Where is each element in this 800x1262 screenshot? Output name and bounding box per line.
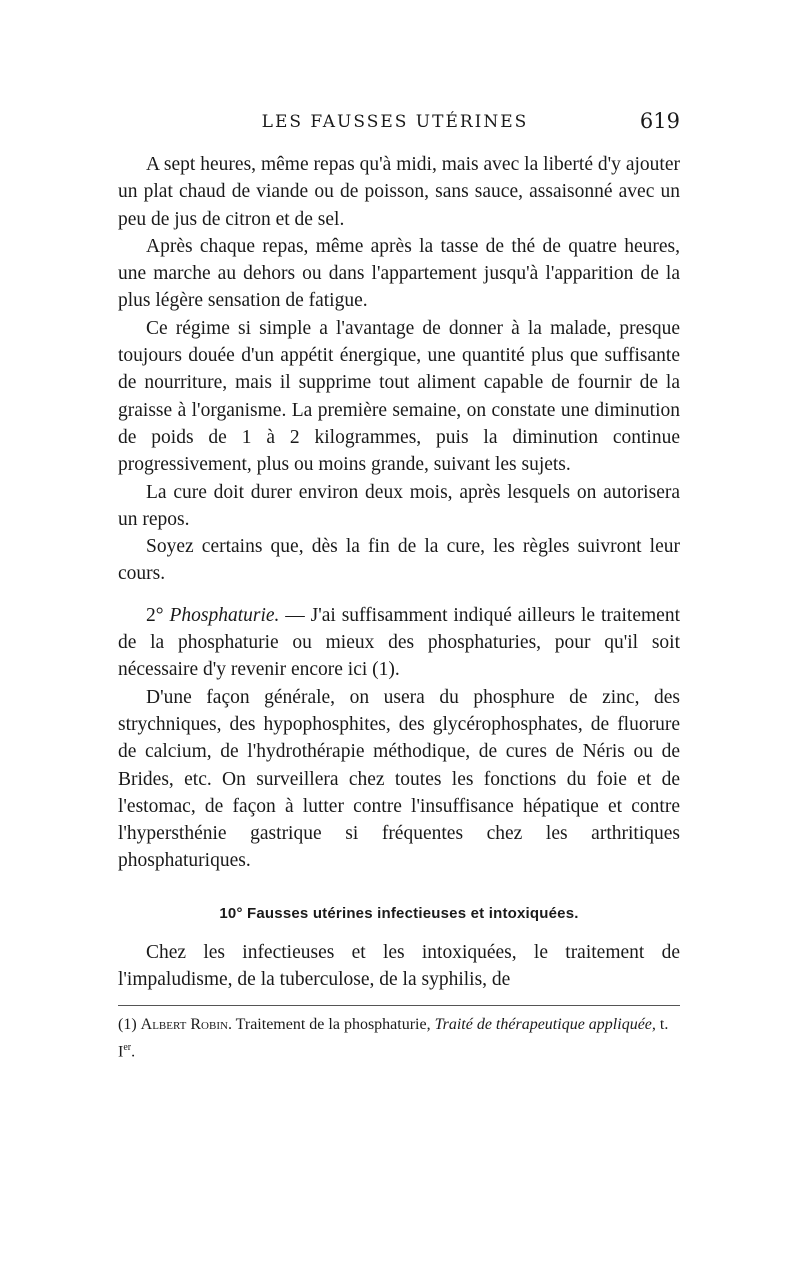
footnote-rule <box>118 1005 680 1006</box>
phosphaturie-paragraph <box>118 602 680 684</box>
section-heading: 10° Fausses utérines infectieuses et intoxiquées. <box>219 904 579 922</box>
item-number: 2° <box>146 604 164 626</box>
page-body <box>118 151 680 993</box>
paragraph: D'une façon générale, on usera du phosphure de zinc, des strychniques, des hypophosphites, des glycérophosphates, de fluorure de calcium, de l'hydrothérapie méthodique, de cures de Néris ou de Brides, etc. On surveillera chez toutes les fonctions du foie et de l'estomac, de façon à lutter contre l'insuffisance hépatique et contre l'hypersthénie gastrique si fréquentes chez les arthritiques phosphaturiques. <box>118 686 680 872</box>
footnote-marker: (1) <box>118 1016 137 1033</box>
footnote-author: Albert Robin. <box>140 1016 232 1033</box>
paragraph: Soyez certains que, dès la fin de la cure, les règles suivront leur cours. <box>118 536 680 585</box>
running-title: LES FAUSSES UTÉRINES <box>261 112 529 132</box>
footnote-text: Traitement de la phosphaturie, <box>231 1016 435 1033</box>
running-header <box>110 109 680 142</box>
item-text: — J'ai suffisamment indiqué ailleurs le traitement de la phosphaturie ou mieux des phosphaturies, pour qu'il soit nécessaire d'y revenir encore ici (1). <box>118 604 680 681</box>
paragraph: La cure doit durer environ deux mois, après lesquels on autorisera un repos. <box>118 481 680 530</box>
footnote-tome: t. I <box>118 1016 669 1061</box>
paragraph: Ce régime si simple a l'avantage de donner à la malade, presque toujours douée d'un appétit énergique, une quantité plus que suffisante de nourriture, mais il supprime tout aliment capable de fournir de la graisse à l'organisme. La première semaine, on constate une diminution de poids de 1 à 2 kilogrammes, puis la diminution continue progressivement, plus ou moins grande, suivant les sujets. <box>118 317 680 476</box>
footnote-tome-sup: er <box>123 1042 132 1053</box>
paragraph: Après chaque repas, même après la tasse de thé de quatre heures, une marche au dehors ou dans l'appartement jusqu'à l'apparition de la plus légère sensation de fatigue. <box>118 235 680 312</box>
paragraph: Chez les infectieuses et les intoxiquées, le traitement de l'impaludisme, de la tuberculose, de la syphilis, de <box>118 941 680 991</box>
footnote-end: . <box>131 1043 136 1061</box>
paragraph: A sept heures, même repas qu'à midi, mais avec la liberté d'y ajouter un plat chaud de viande ou de poisson, sans sauce, assaisonné avec un peu de jus de citron et de sel. <box>118 154 680 230</box>
footnote <box>118 1013 680 1063</box>
footnote-book: Traité de thérapeutique appliquée, <box>434 1016 656 1033</box>
item-title: Phosphaturie. <box>169 604 280 626</box>
page-number: 619 <box>639 109 680 133</box>
